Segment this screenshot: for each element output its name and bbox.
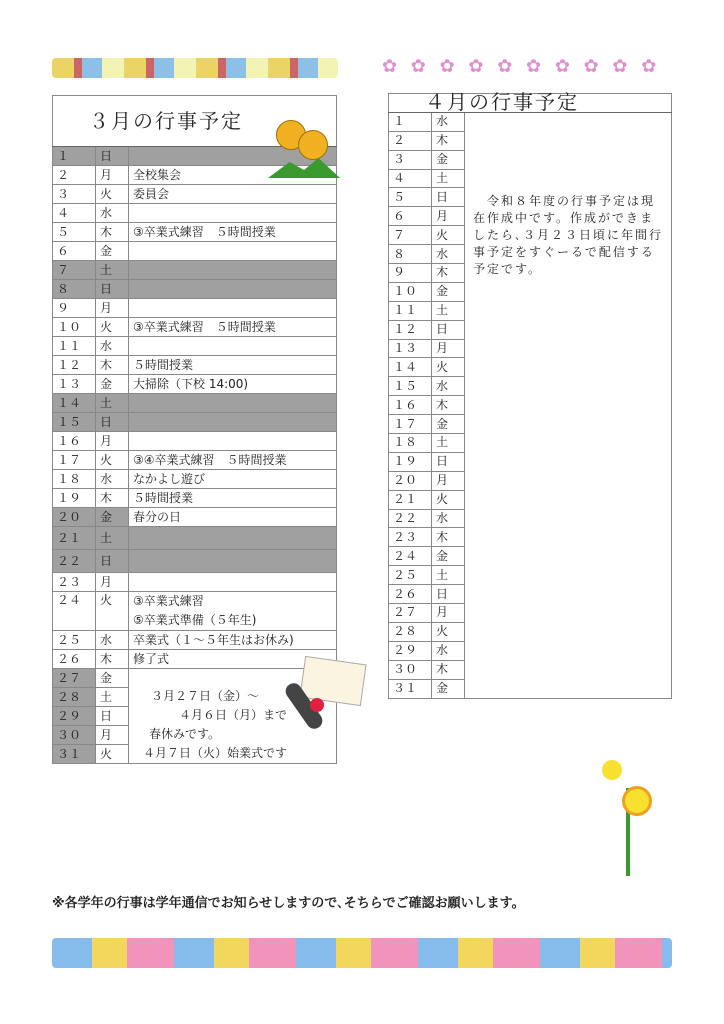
table-row [53, 573, 337, 592]
table-row [53, 204, 337, 223]
table-row [53, 223, 337, 242]
weekday-cell: 金 [432, 679, 465, 698]
weekday-cell: 水 [96, 337, 129, 356]
table-row [53, 242, 337, 261]
table-row [53, 375, 337, 394]
weekday-cell: 火 [96, 451, 129, 470]
event-cell [129, 527, 337, 550]
table-row [53, 550, 337, 573]
table-row [53, 280, 337, 299]
date-cell: ８ [389, 245, 432, 264]
event-cell: 大掃除（下校 14:00) [129, 375, 337, 394]
event-cell [129, 261, 337, 280]
vacation-line: ４月７日（火）始業式です [143, 746, 288, 760]
event-cell: 全校集会 [129, 166, 337, 185]
weekday-cell: 火 [96, 185, 129, 204]
weekday-cell: 木 [96, 356, 129, 375]
weekday-cell: 木 [432, 528, 465, 547]
table-row [53, 394, 337, 413]
event-cell [129, 550, 337, 573]
date-cell: ２６ [53, 650, 96, 669]
date-cell: ５ [389, 188, 432, 207]
weekday-cell: 金 [96, 242, 129, 261]
date-cell: １０ [389, 282, 432, 301]
event-cell: ③卒業式練習 ５時間授業 [129, 318, 337, 337]
weekday-cell: 水 [432, 245, 465, 264]
sakura-border-icon: ✿ ✿ ✿ ✿ ✿ ✿ ✿ ✿ ✿ ✿ [382, 56, 661, 77]
weekday-cell: 火 [96, 318, 129, 337]
weekday-cell: 水 [96, 204, 129, 223]
weekday-cell: 月 [432, 604, 465, 623]
date-cell: ２８ [53, 688, 96, 707]
date-cell: ２４ [389, 547, 432, 566]
weekday-cell: 土 [96, 394, 129, 413]
weekday-cell: 木 [96, 489, 129, 508]
date-cell: ２４ [53, 592, 96, 631]
date-cell: ２２ [389, 509, 432, 528]
event-cell [129, 280, 337, 299]
weekday-cell: 水 [432, 112, 465, 131]
weekday-cell: 木 [432, 396, 465, 415]
event-cell: ③卒業式練習 ⑤卒業式準備（５年生) [129, 592, 337, 631]
date-cell: ２９ [53, 707, 96, 726]
march-schedule-table [52, 95, 337, 764]
weekday-cell: 日 [432, 188, 465, 207]
event-cell [129, 432, 337, 451]
event-cell [129, 413, 337, 432]
date-cell: １ [389, 112, 432, 131]
date-cell: １９ [53, 489, 96, 508]
weekday-cell: 日 [432, 452, 465, 471]
weekday-cell: 水 [96, 470, 129, 489]
table-row [53, 337, 337, 356]
date-cell: １２ [53, 356, 96, 375]
table-row [53, 185, 337, 204]
date-cell: ２ [389, 131, 432, 150]
weekday-cell: 土 [96, 688, 129, 707]
weekday-cell: 日 [96, 413, 129, 432]
footer-note: ※各学年の行事は学年通信でお知らせしますので､そちらでご確認お願いします。 [52, 896, 525, 911]
weekday-cell: 火 [432, 226, 465, 245]
weekday-cell: 日 [96, 147, 129, 166]
weekday-cell: 金 [96, 669, 129, 688]
weekday-cell: 木 [432, 264, 465, 283]
date-cell: ２１ [389, 490, 432, 509]
date-cell: １１ [389, 301, 432, 320]
event-cell [129, 204, 337, 223]
date-cell: ３ [53, 185, 96, 204]
weekday-cell: 火 [96, 592, 129, 631]
event-cell: 春分の日 [129, 508, 337, 527]
weekday-cell: 日 [432, 585, 465, 604]
date-cell: １５ [53, 413, 96, 432]
table-row [53, 508, 337, 527]
weekday-cell: 土 [432, 566, 465, 585]
weekday-cell: 金 [96, 508, 129, 527]
table-row [53, 650, 337, 669]
date-cell: １５ [389, 377, 432, 396]
weekday-cell: 金 [432, 547, 465, 566]
weekday-cell: 水 [432, 641, 465, 660]
date-cell: ２７ [53, 669, 96, 688]
date-cell: ２９ [389, 641, 432, 660]
weekday-cell: 木 [432, 660, 465, 679]
date-cell: ２０ [389, 471, 432, 490]
vacation-line: ３月２７日（金）～ [151, 689, 260, 703]
date-cell: １８ [389, 434, 432, 453]
event-cell: ５時間授業 [129, 489, 337, 508]
date-cell: １６ [389, 396, 432, 415]
table-row [53, 470, 337, 489]
date-cell: ２５ [389, 566, 432, 585]
weekday-cell: 日 [96, 280, 129, 299]
weekday-cell: 火 [96, 745, 129, 764]
date-cell: ２２ [53, 550, 96, 573]
weekday-cell: 金 [432, 150, 465, 169]
date-cell: ３１ [53, 745, 96, 764]
weekday-cell: 月 [96, 166, 129, 185]
event-cell: なかよし遊び [129, 470, 337, 489]
weekday-cell: 月 [432, 339, 465, 358]
date-cell: ９ [389, 264, 432, 283]
date-cell: １８ [53, 470, 96, 489]
date-cell: ８ [53, 280, 96, 299]
weekday-cell: 月 [96, 726, 129, 745]
date-cell: １３ [389, 339, 432, 358]
date-cell: ２ [53, 166, 96, 185]
weekday-cell: 土 [432, 169, 465, 188]
date-cell: １ [53, 147, 96, 166]
date-cell: １３ [53, 375, 96, 394]
weekday-cell: 金 [96, 375, 129, 394]
weekday-cell: 月 [96, 299, 129, 318]
date-cell: ２３ [53, 573, 96, 592]
weekday-cell: 火 [432, 358, 465, 377]
date-cell: １４ [53, 394, 96, 413]
event-cell [129, 573, 337, 592]
date-cell: ２３ [389, 528, 432, 547]
date-cell: ２８ [389, 622, 432, 641]
date-cell: ７ [53, 261, 96, 280]
date-cell: １０ [53, 318, 96, 337]
date-cell: ６ [389, 207, 432, 226]
date-cell: ３０ [389, 660, 432, 679]
weekday-cell: 日 [432, 320, 465, 339]
table-row [53, 413, 337, 432]
date-cell: ３１ [389, 679, 432, 698]
table-row [389, 112, 672, 131]
event-cell [129, 337, 337, 356]
event-cell: 委員会 [129, 185, 337, 204]
date-cell: ２７ [389, 604, 432, 623]
weekday-cell: 木 [96, 650, 129, 669]
event-cell [129, 242, 337, 261]
date-cell: ６ [53, 242, 96, 261]
weekday-cell: 火 [432, 490, 465, 509]
books-border-icon [52, 938, 672, 968]
date-cell: １７ [53, 451, 96, 470]
weekday-cell: 金 [432, 415, 465, 434]
date-cell: ２５ [53, 631, 96, 650]
event-cell: ③卒業式練習 ５時間授業 [129, 223, 337, 242]
event-cell [129, 299, 337, 318]
weekday-cell: 水 [432, 509, 465, 528]
date-cell: １２ [389, 320, 432, 339]
vacation-line: 春休みです。 [149, 727, 221, 741]
table-row [53, 527, 337, 550]
date-cell: １７ [389, 415, 432, 434]
weekday-cell: 日 [96, 707, 129, 726]
date-cell: ４ [53, 204, 96, 223]
table-row [53, 299, 337, 318]
date-cell: ２６ [389, 585, 432, 604]
event-cell: 修了式 [129, 650, 337, 669]
weekday-cell: 月 [96, 432, 129, 451]
weekday-cell: 土 [96, 261, 129, 280]
april-message: 令和８年度の行事予定は現在作成中です。作成ができましたら､３月２３日頃に年間行事予定をすぐーるで配信する予定です。 [465, 112, 672, 698]
table-row [53, 592, 337, 631]
table-row [53, 356, 337, 375]
table-row [53, 318, 337, 337]
weekday-cell: 木 [96, 223, 129, 242]
date-cell: ５ [53, 223, 96, 242]
hina-doll-border-icon [52, 58, 338, 78]
weekday-cell: 土 [432, 301, 465, 320]
date-cell: ４ [389, 169, 432, 188]
date-cell: １６ [53, 432, 96, 451]
weekday-cell: 火 [432, 622, 465, 641]
event-cell: ③④卒業式練習 ５時間授業 [129, 451, 337, 470]
weekday-cell: 月 [432, 207, 465, 226]
weekday-cell: 土 [432, 434, 465, 453]
date-cell: １９ [389, 452, 432, 471]
weekday-cell: 水 [96, 631, 129, 650]
april-title: ４月の行事予定 [389, 94, 672, 113]
date-cell: ３ [389, 150, 432, 169]
date-cell: １１ [53, 337, 96, 356]
weekday-cell: 木 [432, 131, 465, 150]
date-cell: ２０ [53, 508, 96, 527]
weekday-cell: 月 [432, 471, 465, 490]
date-cell: ７ [389, 226, 432, 245]
table-row [53, 631, 337, 650]
date-cell: １４ [389, 358, 432, 377]
date-cell: ３０ [53, 726, 96, 745]
march-title: ３月の行事予定 [53, 96, 337, 147]
april-schedule-table [388, 90, 672, 699]
table-row [53, 489, 337, 508]
event-cell: ５時間授業 [129, 356, 337, 375]
weekday-cell: 月 [96, 573, 129, 592]
date-cell: ２１ [53, 527, 96, 550]
date-cell: ９ [53, 299, 96, 318]
table-row [53, 451, 337, 470]
event-cell [129, 394, 337, 413]
table-row [53, 261, 337, 280]
vacation-line: ４月６日（月）まで [179, 708, 288, 722]
event-cell: 卒業式（１～５年生はお休み) [129, 631, 337, 650]
weekday-cell: 土 [96, 527, 129, 550]
table-row [53, 432, 337, 451]
weekday-cell: 金 [432, 282, 465, 301]
weekday-cell: 水 [432, 377, 465, 396]
daffodil-icon [596, 758, 656, 876]
weekday-cell: 日 [96, 550, 129, 573]
